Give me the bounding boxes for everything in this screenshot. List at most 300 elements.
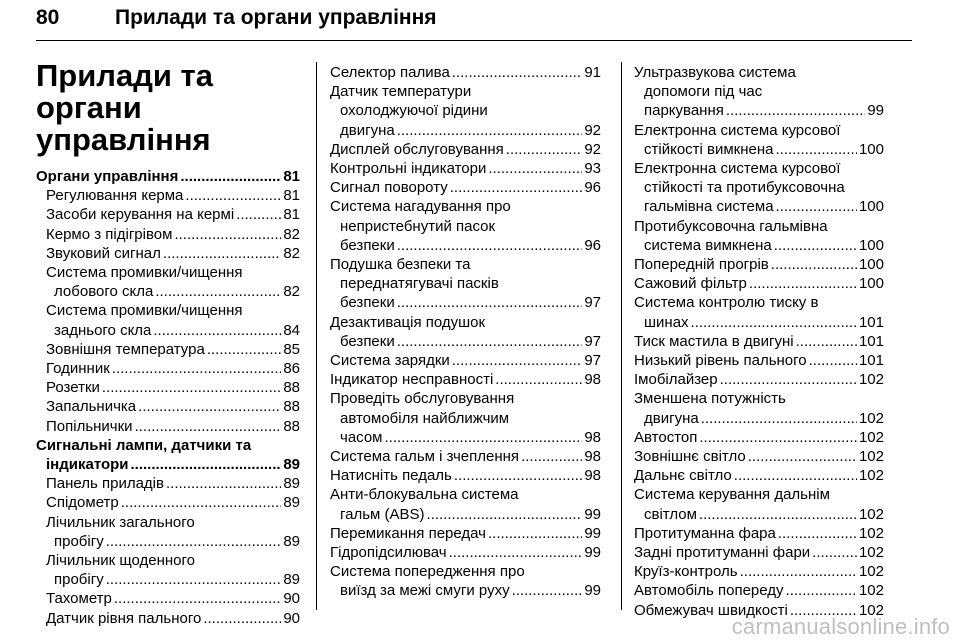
toc-entry-text: переднатягувачі пасків xyxy=(340,275,499,293)
dot-leader xyxy=(796,332,857,351)
toc-page-number: 93 xyxy=(584,160,601,178)
dot-leader xyxy=(740,562,857,581)
toc-entry[interactable] xyxy=(36,225,300,244)
toc-entry[interactable] xyxy=(36,493,300,512)
toc-entry-text: Спідометр xyxy=(46,494,119,512)
dot-leader xyxy=(121,493,282,512)
toc-entry[interactable] xyxy=(330,351,601,370)
toc-entry-row xyxy=(634,581,884,600)
toc-entry-text: індикатори xyxy=(46,456,129,474)
toc-page-number: 101 xyxy=(858,332,884,350)
toc-entry-row xyxy=(330,121,601,140)
toc-entry-row xyxy=(36,570,300,589)
toc-entry[interactable] xyxy=(330,82,601,140)
toc-entry-text: Протитуманна фара xyxy=(634,524,776,542)
toc-entry-row xyxy=(36,359,300,378)
toc-entry-text: світлом xyxy=(644,505,697,523)
toc-entry[interactable] xyxy=(330,313,601,351)
toc-entry-text: Низький рівень пального xyxy=(634,352,807,370)
dot-leader xyxy=(185,186,281,205)
toc-entry[interactable] xyxy=(634,121,884,159)
toc-entry-text: шинах xyxy=(644,313,689,331)
toc-entry-row xyxy=(634,505,884,524)
toc-entry-row xyxy=(36,321,300,340)
toc-page-number: 89 xyxy=(283,532,300,550)
dot-leader xyxy=(774,236,857,255)
toc-page-number: 102 xyxy=(858,601,884,619)
dot-leader xyxy=(207,340,281,359)
toc-entry-row xyxy=(330,466,601,485)
dot-leader xyxy=(812,543,857,562)
toc-entry-row xyxy=(330,140,601,159)
dot-leader xyxy=(495,370,582,389)
toc-entry-row xyxy=(330,63,601,82)
toc-entry-row xyxy=(634,236,884,255)
toc-entry-text: автомобіля найближчим xyxy=(340,409,510,427)
toc-entry[interactable] xyxy=(36,263,300,301)
toc-entry-row xyxy=(36,589,300,608)
toc-entry-text: стійкості та протибуксовочна xyxy=(644,179,845,197)
toc-entry-row xyxy=(634,313,884,332)
toc-entry-row xyxy=(36,167,300,186)
column-divider xyxy=(621,62,622,610)
toc-entry-text: Лічильник щоденного xyxy=(46,552,196,570)
toc-entry-text: пробігу xyxy=(54,571,104,589)
toc-entry[interactable] xyxy=(36,205,300,224)
toc-page-number: 97 xyxy=(584,332,601,350)
toc-entry-row xyxy=(36,397,300,416)
toc-entry-text: Система контролю тиску в xyxy=(634,294,819,312)
toc-page-number: 88 xyxy=(283,417,300,435)
toc-page-number: 102 xyxy=(858,544,884,562)
toc-entry-text: часом xyxy=(340,428,383,446)
dot-leader xyxy=(450,178,583,197)
toc-page-number: 100 xyxy=(858,236,884,254)
toc-entry-row xyxy=(634,140,884,159)
toc-entry-row xyxy=(36,455,300,474)
toc-page-number: 89 xyxy=(283,571,300,589)
toc-entry[interactable] xyxy=(634,543,884,562)
toc-page-number: 97 xyxy=(584,294,601,312)
toc-entry[interactable] xyxy=(330,370,601,389)
toc-entry[interactable] xyxy=(634,63,884,121)
toc-entry-row xyxy=(634,524,884,543)
toc-page-number: 99 xyxy=(584,524,601,542)
toc-entry[interactable] xyxy=(634,562,884,581)
toc-entry-row xyxy=(330,505,601,524)
toc-entry-text: Індикатор несправності xyxy=(330,371,494,389)
toc-page-number: 92 xyxy=(584,140,601,158)
toc-entry-row xyxy=(36,225,300,244)
toc-entry-row xyxy=(36,532,300,551)
toc-entry[interactable] xyxy=(330,389,601,447)
toc-entry[interactable] xyxy=(634,217,884,255)
watermark: carmanualsonline.info xyxy=(731,614,950,639)
toc-entry-row xyxy=(634,562,884,581)
toc-page-number: 81 xyxy=(283,187,300,205)
toc-entry-text: Електронна система курсової xyxy=(634,121,841,139)
toc-entry-text: безпеки xyxy=(340,236,395,254)
toc-page-number: 102 xyxy=(858,582,884,600)
toc-entry-row xyxy=(36,417,300,436)
toc-entry-text: стійкості вимкнена xyxy=(644,140,774,158)
toc-entry[interactable] xyxy=(36,589,300,608)
toc-entry-text: Електронна система курсової xyxy=(634,160,841,178)
toc-column-1 xyxy=(36,167,300,628)
toc-entry[interactable] xyxy=(634,255,884,274)
toc-entry-text: Селектор палива xyxy=(330,64,450,81)
toc-entry[interactable] xyxy=(36,397,300,416)
toc-page-number: 99 xyxy=(584,505,601,523)
toc-entry-text: Система керування дальнім xyxy=(634,486,830,504)
toc-entry-text: Круїз-контроль xyxy=(634,563,738,581)
toc-entry[interactable] xyxy=(36,167,300,186)
toc-entry[interactable] xyxy=(634,581,884,600)
toc-entry-row xyxy=(634,447,884,466)
toc-entry-text: Дальнє світло xyxy=(634,467,732,485)
dot-leader xyxy=(771,255,857,274)
dot-leader xyxy=(163,244,281,263)
toc-page-number: 102 xyxy=(858,467,884,485)
toc-entry[interactable] xyxy=(330,562,601,600)
toc-entry-text: Панель приладів xyxy=(46,475,164,493)
toc-entry-text: Система промивки/чищення xyxy=(46,264,243,282)
toc-entry-text: Система промивки/чищення xyxy=(46,302,243,320)
dot-leader xyxy=(384,428,582,447)
toc-entry-row xyxy=(36,205,300,224)
toc-entry-text: двигуна xyxy=(644,409,699,427)
toc-entry-row xyxy=(634,466,884,485)
toc-entry[interactable] xyxy=(634,447,884,466)
toc-entry[interactable] xyxy=(36,551,300,589)
toc-entry-text: Зовнішнє світло xyxy=(634,448,746,466)
chapter-title-line: Прилади та органи xyxy=(36,58,213,125)
toc-entry-text: Тиск мастила в двигуні xyxy=(634,332,794,350)
dot-leader xyxy=(778,524,857,543)
toc-entry-row xyxy=(330,236,601,255)
dot-leader xyxy=(106,532,282,551)
dot-leader xyxy=(749,274,857,293)
toc-entry[interactable] xyxy=(36,301,300,339)
toc-column-2 xyxy=(330,63,601,601)
toc-page-number: 96 xyxy=(584,236,601,254)
column-divider xyxy=(316,62,317,610)
toc-entry[interactable] xyxy=(36,378,300,397)
dot-leader xyxy=(699,428,857,447)
toc-entry[interactable] xyxy=(634,274,884,293)
toc-entry[interactable] xyxy=(330,63,601,82)
toc-entry-text: система вимкнена xyxy=(644,236,772,254)
toc-entry-text: Запальничка xyxy=(46,398,137,416)
dot-leader xyxy=(449,543,583,562)
toc-entry-text: Сигнал повороту xyxy=(330,179,448,197)
dot-leader xyxy=(786,581,857,600)
toc-page-number: 89 xyxy=(283,475,300,493)
dot-leader xyxy=(452,63,583,82)
toc-page-number: 102 xyxy=(858,409,884,427)
toc-entry-text: пробігу xyxy=(54,532,104,550)
toc-entry-text: Задні протитуманні фари xyxy=(634,544,811,562)
page-header xyxy=(0,0,960,40)
dot-leader xyxy=(166,474,281,493)
toc-entry-row xyxy=(634,351,884,370)
toc-entry-text: Проведіть обслуговування xyxy=(330,390,515,408)
toc-entry-text: Кермо з підігрівом xyxy=(46,225,173,243)
toc-entry-text: Автомобіль попереду xyxy=(634,582,784,600)
toc-entry[interactable] xyxy=(634,389,884,427)
toc-entry[interactable] xyxy=(330,524,601,543)
toc-page-number: 101 xyxy=(858,313,884,331)
toc-page-number: 99 xyxy=(867,102,884,120)
toc-page-number: 92 xyxy=(584,121,601,139)
dot-leader xyxy=(506,140,583,159)
dot-leader xyxy=(726,101,865,120)
toc-entry-row xyxy=(330,581,601,600)
toc-entry-text: Лічильник загального xyxy=(46,513,195,531)
dot-leader xyxy=(488,524,582,543)
toc-page-number: 82 xyxy=(283,244,300,262)
toc-entry-row xyxy=(330,447,601,466)
dot-leader xyxy=(135,417,282,436)
toc-entry[interactable] xyxy=(330,140,601,159)
toc-entry-row xyxy=(36,378,300,397)
dot-leader xyxy=(691,313,857,332)
toc-entry-row xyxy=(36,474,300,493)
toc-entry-text: Імобілайзер xyxy=(634,371,718,389)
toc-entry-text: охолоджуючої рідини xyxy=(340,102,488,120)
toc-entry[interactable] xyxy=(634,485,884,523)
toc-entry-row xyxy=(634,543,884,562)
toc-page-number: 97 xyxy=(584,352,601,370)
toc-page-number: 98 xyxy=(584,467,601,485)
dot-leader xyxy=(138,397,281,416)
toc-entry-text: Тахометр xyxy=(46,590,112,608)
chapter-title xyxy=(36,60,311,156)
toc-entry-text: виїзд за межі смуги руху xyxy=(340,582,510,600)
toc-entry-row xyxy=(330,370,601,389)
toc-entry[interactable] xyxy=(36,340,300,359)
toc-entry[interactable] xyxy=(36,513,300,551)
toc-entry-row xyxy=(330,332,601,351)
dot-leader xyxy=(776,197,857,216)
toc-entry-text: Ультразвукова система xyxy=(634,64,796,81)
toc-entry[interactable] xyxy=(634,370,884,389)
toc-page-number: 84 xyxy=(283,321,300,339)
running-title: Прилади та органи управління xyxy=(115,6,437,29)
toc-entry-text: Анти-блокувальна система xyxy=(330,486,519,504)
toc-page-number: 102 xyxy=(858,505,884,523)
page-number: 80 xyxy=(36,6,60,29)
toc-page-number: 102 xyxy=(858,524,884,542)
toc-page-number: 91 xyxy=(584,64,601,81)
toc-page-number: 100 xyxy=(858,198,884,216)
dot-leader xyxy=(106,570,282,589)
toc-entry[interactable] xyxy=(36,609,300,628)
toc-entry-row xyxy=(330,159,601,178)
toc-page-number: 81 xyxy=(283,168,300,185)
toc-entry-text: Попередній прогрів xyxy=(634,256,769,274)
dot-leader xyxy=(102,378,281,397)
toc-page-number: 89 xyxy=(283,456,300,474)
toc-entry[interactable] xyxy=(634,466,884,485)
dot-leader xyxy=(427,505,583,524)
dot-leader xyxy=(397,236,583,255)
dot-leader xyxy=(748,447,857,466)
toc-entry-text: непристебнутий пасок xyxy=(340,217,496,235)
toc-entry[interactable] xyxy=(330,543,601,562)
toc-entry[interactable] xyxy=(330,159,601,178)
toc-entry-text: Натисніть педаль xyxy=(330,467,452,485)
toc-page-number: 86 xyxy=(283,360,300,378)
toc-entry-row xyxy=(634,197,884,216)
dot-leader xyxy=(155,282,281,301)
dot-leader xyxy=(180,167,281,186)
toc-page-number: 88 xyxy=(283,379,300,397)
toc-entry[interactable] xyxy=(634,332,884,351)
dot-leader xyxy=(488,159,582,178)
toc-entry-row xyxy=(36,282,300,301)
toc-entry-text: Автостоп xyxy=(634,428,698,446)
toc-entry-text: Сажовий фільтр xyxy=(634,275,747,293)
toc-entry-text: гальмівна система xyxy=(644,198,774,216)
toc-entry[interactable] xyxy=(36,186,300,205)
toc-page-number: 82 xyxy=(283,283,300,301)
toc-entry-text: Дезактивація подушок xyxy=(330,313,486,331)
toc-entry-text: Розетки xyxy=(46,379,100,397)
toc-entry-row xyxy=(634,370,884,389)
toc-page-number: 102 xyxy=(858,428,884,446)
toc-entry-text: Система попередження про xyxy=(330,563,525,581)
toc-page-number: 81 xyxy=(283,206,300,224)
toc-entry-text: Зменшена потужність xyxy=(634,390,786,408)
toc-page-number: 90 xyxy=(283,609,300,627)
toc-page-number: 82 xyxy=(283,225,300,243)
toc-page-number: 99 xyxy=(584,544,601,562)
toc-entry[interactable] xyxy=(330,466,601,485)
toc-entry[interactable] xyxy=(634,351,884,370)
toc-entry-text: Сигнальні лампи, датчики та xyxy=(36,436,252,454)
toc-entry[interactable] xyxy=(634,159,884,217)
toc-entry-text: паркування xyxy=(644,102,724,120)
dot-leader xyxy=(153,321,281,340)
dot-leader xyxy=(112,359,282,378)
toc-entry-text: Засоби керування на кермі xyxy=(46,206,235,224)
toc-entry-text: Система гальм і зчеплення xyxy=(330,448,520,466)
toc-entry-text: Перемикання передач xyxy=(330,524,486,542)
dot-leader xyxy=(452,351,583,370)
toc-entry-row xyxy=(36,186,300,205)
dot-leader xyxy=(720,370,857,389)
dot-leader xyxy=(809,351,857,370)
toc-entry-row xyxy=(634,255,884,274)
toc-entry-row xyxy=(36,609,300,628)
dot-leader xyxy=(131,455,282,474)
toc-entry-text: безпеки xyxy=(340,294,395,312)
toc-entry[interactable] xyxy=(36,474,300,493)
toc-page-number: 100 xyxy=(858,140,884,158)
toc-entry[interactable] xyxy=(330,178,601,197)
toc-entry-text: Органи управління xyxy=(36,168,179,185)
dot-leader xyxy=(397,293,583,312)
dot-leader xyxy=(236,205,281,224)
dot-leader xyxy=(734,466,857,485)
toc-entry-text: Годинник xyxy=(46,360,110,378)
toc-entry-row xyxy=(36,493,300,512)
toc-entry-text: Система зарядки xyxy=(330,352,450,370)
toc-entry[interactable] xyxy=(634,524,884,543)
toc-page-number: 102 xyxy=(858,371,884,389)
toc-entry[interactable] xyxy=(330,255,601,313)
toc-entry[interactable] xyxy=(634,428,884,447)
toc-page-number: 100 xyxy=(858,275,884,293)
dot-leader xyxy=(397,332,583,351)
toc-entry[interactable] xyxy=(36,436,300,474)
toc-entry-row xyxy=(634,332,884,351)
toc-entry-text: безпеки xyxy=(340,332,395,350)
toc-page-number: 88 xyxy=(283,398,300,416)
chapter-title-line: управління xyxy=(36,122,211,157)
toc-entry-text: Попільнички xyxy=(46,417,133,435)
dot-leader xyxy=(699,505,857,524)
toc-column-3 xyxy=(634,63,884,620)
toc-entry[interactable] xyxy=(330,447,601,466)
toc-entry-row xyxy=(330,543,601,562)
toc-entry-text: гальм (ABS) xyxy=(340,505,425,523)
toc-entry[interactable] xyxy=(330,485,601,523)
dot-leader xyxy=(701,409,857,428)
dot-leader xyxy=(114,589,281,608)
toc-entry-text: Протибуксовочна гальмівна xyxy=(634,217,828,235)
dot-leader xyxy=(203,609,281,628)
toc-page-number: 96 xyxy=(584,179,601,197)
dot-leader xyxy=(512,581,583,600)
toc-page-number: 98 xyxy=(584,371,601,389)
toc-entry-text: допомоги під час xyxy=(644,83,763,101)
toc-page-number: 85 xyxy=(283,340,300,358)
toc-entry-row xyxy=(634,409,884,428)
dot-leader xyxy=(776,140,857,159)
toc-entry-text: Датчик температури xyxy=(330,83,472,101)
toc-page-number: 89 xyxy=(283,494,300,512)
toc-entry[interactable] xyxy=(36,244,300,263)
toc-entry-text: двигуна xyxy=(340,121,395,139)
toc-entry-text: Система нагадування про xyxy=(330,198,511,216)
toc-page-number: 102 xyxy=(858,563,884,581)
toc-entry-row xyxy=(36,340,300,359)
toc-entry-row xyxy=(330,293,601,312)
toc-entry-text: Звуковий сигнал xyxy=(46,244,161,262)
toc-entry-text: Дисплей обслуговування xyxy=(330,140,504,158)
toc-page-number: 102 xyxy=(858,448,884,466)
toc-entry-text: Контрольні індикатори xyxy=(330,160,487,178)
toc-entry-text: Регулювання керма xyxy=(46,187,184,205)
toc-page-number: 98 xyxy=(584,448,601,466)
toc-entry-text: Гідропідсилювач xyxy=(330,544,447,562)
toc-entry-row xyxy=(634,428,884,447)
dot-leader xyxy=(174,225,281,244)
toc-entry[interactable] xyxy=(36,359,300,378)
toc-entry-row xyxy=(330,428,601,447)
toc-entry[interactable] xyxy=(330,197,601,255)
toc-page-number: 101 xyxy=(858,352,884,370)
toc-entry[interactable] xyxy=(36,417,300,436)
toc-entry-text: Подушка безпеки та xyxy=(330,256,471,274)
dot-leader xyxy=(521,447,582,466)
toc-entry-row xyxy=(36,244,300,263)
toc-page-number: 90 xyxy=(283,590,300,608)
toc-entry[interactable] xyxy=(634,293,884,331)
toc-entry-text: Обмежувач швидкості xyxy=(634,601,788,619)
